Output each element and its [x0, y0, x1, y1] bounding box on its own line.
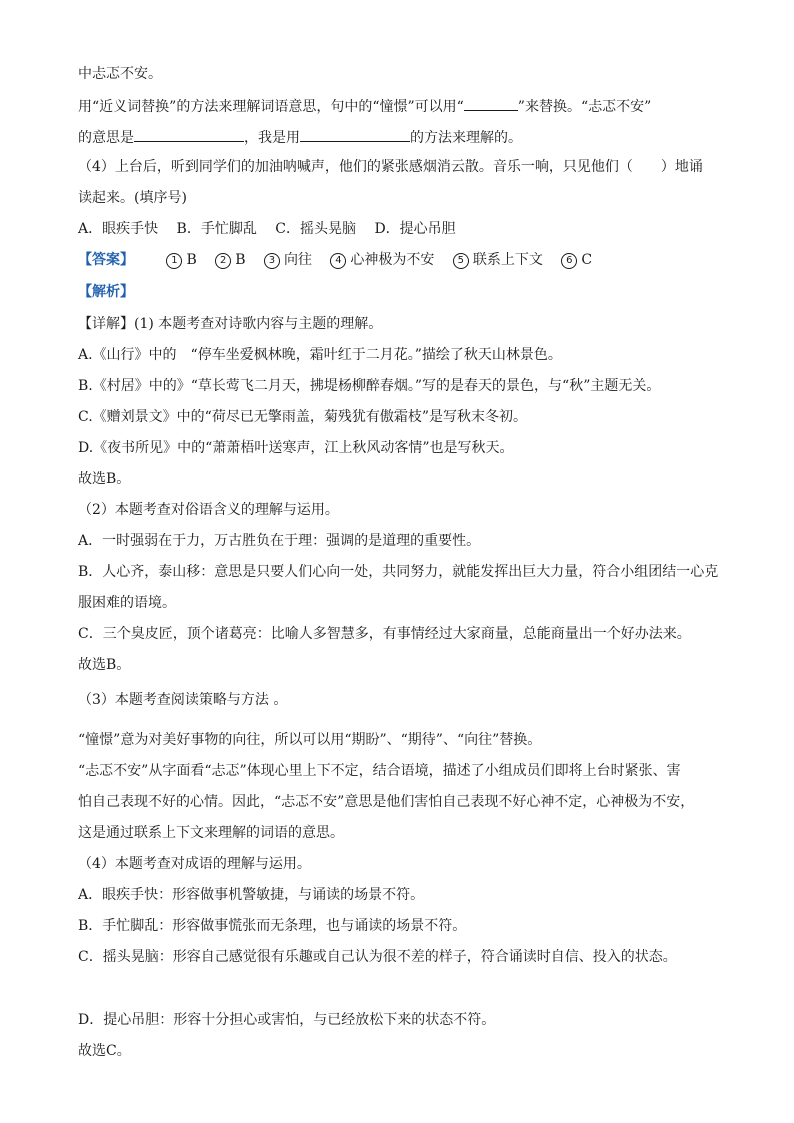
circled-number: 4 [330, 253, 346, 269]
detail-line: （2）本题考查对俗语含义的理解与运用。 [78, 502, 339, 518]
detail-line: 故选B。 [78, 657, 131, 673]
detail-line: B．手忙脚乱：形容做事慌张而无条理，也与诵读的场景不符。 [78, 918, 467, 934]
question-line: 读起来。(填序号) [78, 190, 187, 206]
detail-line: A．眼疾手快：形容做事机警敏捷，与诵读的场景不符。 [78, 887, 425, 903]
detail-line: “忐忑不安”从字面看“忐忑”体现心里上下不定，结合语境，描述了小组成员们即将上台时紧张、害 [78, 763, 681, 779]
fill-blank[interactable] [300, 127, 410, 142]
circled-number: 5 [453, 253, 469, 269]
detail-line: 故选C。 [78, 1043, 131, 1059]
fill-blank[interactable] [464, 96, 518, 111]
detail-line: “憧憬”意为对美好事物的向往，所以可以用“期盼”、“期待”、“向往”替换。 [78, 732, 542, 748]
answer-item [166, 252, 196, 268]
text-segment: ，我是用 [244, 130, 300, 146]
detail-line: 服困难的语境。 [78, 595, 176, 611]
detail-line: 【详解】(1) 本题考查对诗歌内容与主题的理解。 [78, 316, 383, 332]
detail-line: C.《赠刘景文》中的“荷尽已无擎雨盖，菊残犹有傲霜枝”是写秋末冬初。 [78, 409, 527, 425]
analysis-label: 【解析】 [78, 284, 134, 300]
text-segment: ”来替换。“忐忑不安” [517, 99, 652, 115]
answer-value: 心神极为不安 [350, 252, 435, 268]
answer-value: 联系上下文 [472, 252, 543, 268]
detail-line: B.《村居》中的》“草长莺飞二月天，拂堤杨柳醉春烟。”写的是春天的景色，与“秋”主题无关。 [78, 378, 661, 394]
detail-line: （4）本题考查对成语的理解与运用。 [78, 856, 311, 872]
detail-line: 这是通过联系上下文来理解的词语的意思。 [78, 825, 344, 841]
detail-line: C．三个臭皮匠，顶个诸葛亮：比喻人多智慧多，有事情经过大家商量，总能商量出一个好办法来。 [78, 626, 691, 642]
answer-item [561, 252, 592, 268]
answer-label: 【答案】 [78, 252, 134, 268]
text-segment: 的意思是 [78, 130, 134, 146]
text-segment: 的方法来理解的。 [410, 130, 522, 146]
text-line [78, 127, 522, 148]
circled-number: 2 [215, 253, 231, 269]
answer-value: B [186, 252, 197, 268]
detail-line: A.《山行》中的 “停车坐爱枫林晚，霜叶红于二月花。”描绘了秋天山林景色。 [78, 347, 562, 363]
text-segment: 用“近义词替换”的方法来理解词语意思，句中的“憧憬”可以用“ [78, 99, 464, 115]
answer-value: C [581, 252, 593, 268]
detail-line: D.《夜书所见》中的“萧萧梧叶送寒声，江上秋风动客情”也是写秋天。 [78, 440, 514, 456]
detail-line: D．提心吊胆：形容十分担心或害怕，与已经放松下来的状态不符。 [78, 1012, 496, 1028]
question-line: （4）上台后，听到同学们的加油呐喊声，他们的紧张感烟消云散。音乐一响，只见他们（ ）地诵 [78, 159, 703, 175]
detail-line: 怕自己表现不好的心情。因此，“忐忑不安”意思是他们害怕自己表现不好心神不定，心神极为不安， [78, 794, 695, 810]
options-line: A．眼疾手快 B．手忙脚乱 C．摇头晃脑 D．提心吊胆 [78, 221, 456, 237]
answer-value: 向往 [283, 252, 312, 268]
detail-line: 故选B。 [78, 471, 131, 487]
answer-item [215, 252, 245, 268]
detail-line: A．一时强弱在于力，万古胜负在于理：强调的是道理的重要性。 [78, 533, 481, 549]
fill-blank[interactable] [134, 127, 244, 142]
circled-number: 6 [561, 253, 577, 269]
detail-line: B．人心齐，泰山移：意思是只要人们心向一处，共同努力，就能发挥出巨大力量，符合小组团结一心克 [78, 564, 719, 580]
detail-line: （3）本题考查阅读策略与方法 。 [78, 692, 288, 708]
detail-line: C．摇头晃脑：形容自己感觉很有乐趣或自己认为很不差的样子，符合诵读时自信、投入的状态。 [78, 949, 677, 965]
text-line: 中忐忑不安。 [78, 66, 162, 82]
answer-item [264, 252, 312, 268]
answer-item [453, 252, 543, 268]
circled-number: 3 [264, 253, 280, 269]
answer-line [78, 250, 606, 270]
text-line [78, 96, 651, 117]
answer-item [330, 252, 434, 268]
circled-number: 1 [166, 253, 182, 269]
answer-value: B [235, 252, 246, 268]
